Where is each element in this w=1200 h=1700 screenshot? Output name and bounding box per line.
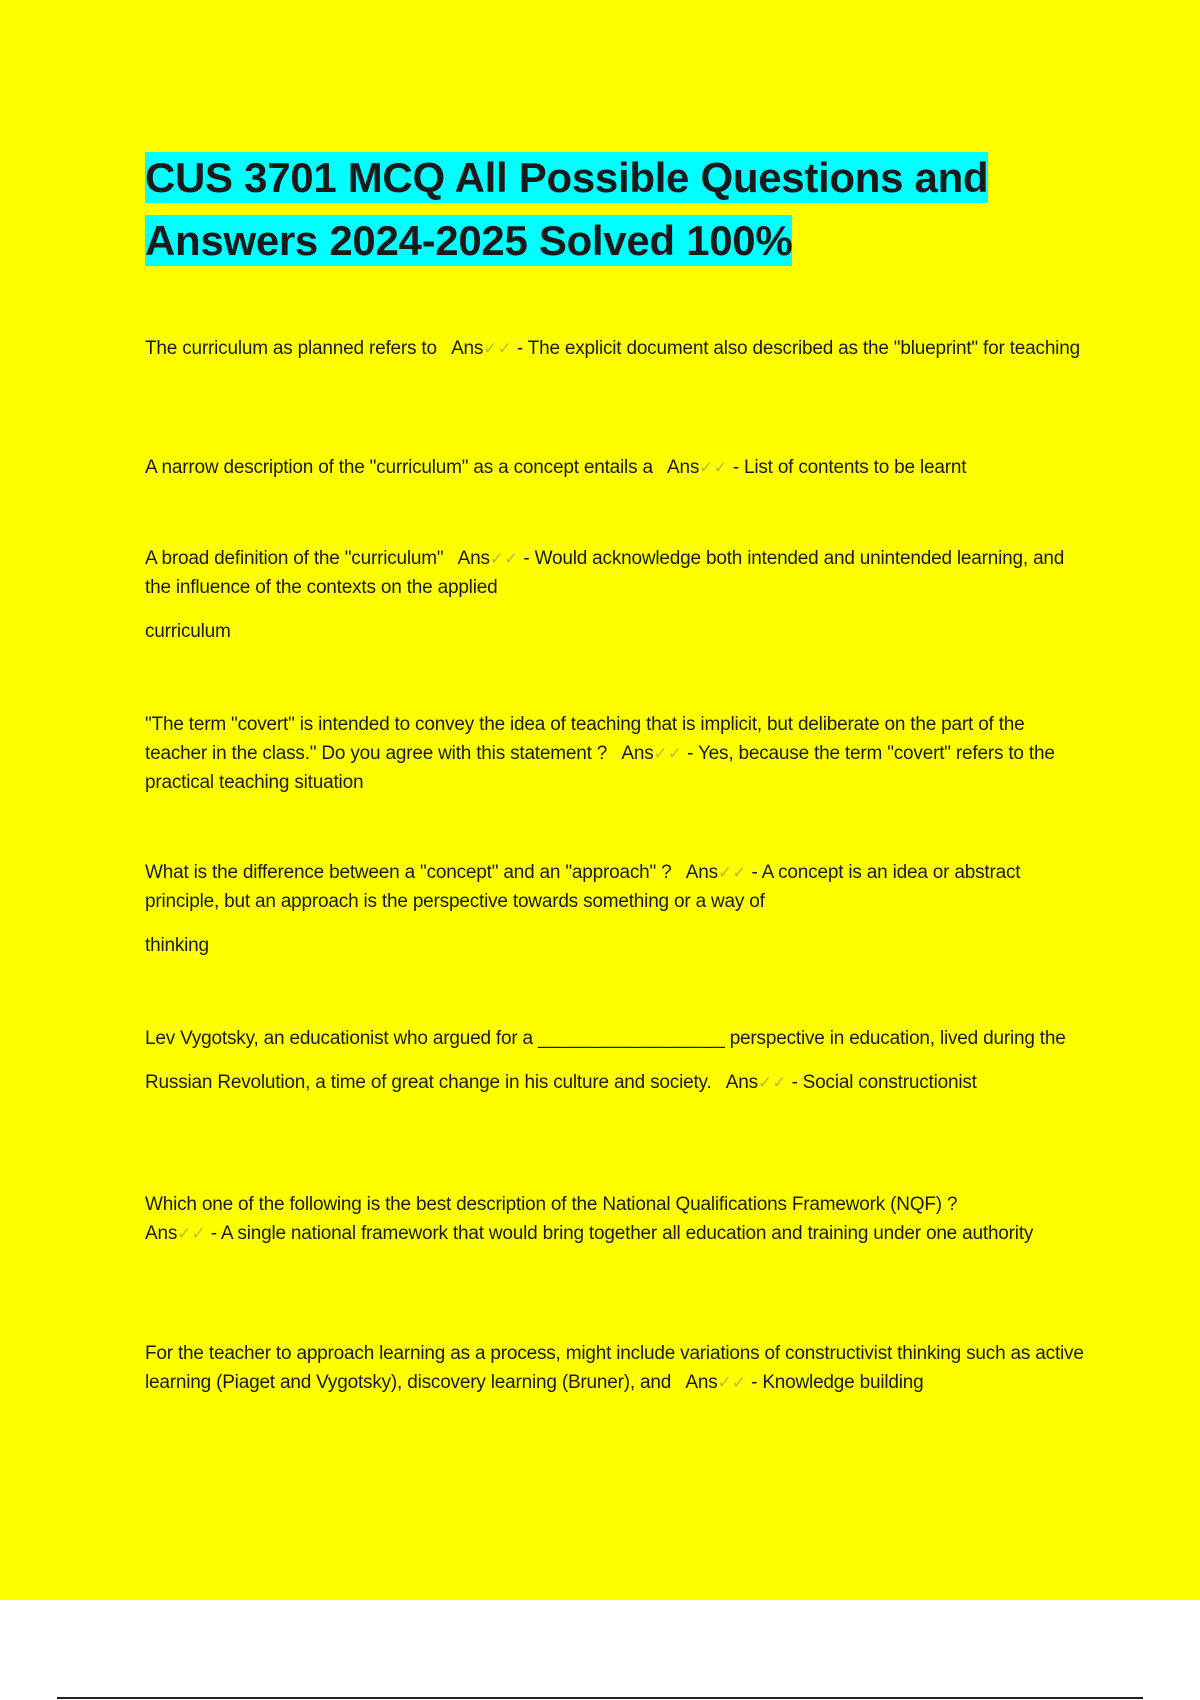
double-check-icon: ✓✓ — [177, 1224, 206, 1243]
title-line-2: Answers 2024-2025 Solved 100% — [145, 217, 793, 264]
double-check-icon: ✓✓ — [483, 339, 512, 358]
double-check-icon: ✓✓ — [717, 863, 747, 882]
double-check-icon: ✓✓ — [489, 549, 519, 568]
question-text: What is the difference between a "concept" and an "approach" ? — [145, 862, 672, 883]
answer-text: - Social constructionist — [791, 1072, 977, 1093]
qa-item — [145, 858, 1085, 960]
answer-text: - A single national framework that would bring together all education and training under one authority — [210, 1223, 1034, 1244]
answer-continuation: curriculum — [145, 621, 231, 642]
question-text: The curriculum as planned refers to — [145, 338, 437, 359]
ans-label: Ans — [725, 1072, 758, 1093]
answer-text: - The explicit document also described as the "blueprint" for teaching — [516, 338, 1080, 359]
qa-item — [145, 1190, 1085, 1248]
qa-item — [145, 710, 1085, 797]
answer-text: - A concept is an idea or abstract principle, but an approach is the perspective towards something or a way of — [145, 862, 1021, 912]
answer-text: - Would acknowledge both intended and unintended learning, and the influence of the contexts on the applied — [145, 548, 1065, 598]
qa-item — [145, 1339, 1085, 1397]
double-check-icon: ✓✓ — [699, 458, 728, 477]
ans-label: Ans — [621, 743, 654, 764]
answer-text: - List of contents to be learnt — [732, 457, 967, 478]
qa-item — [145, 544, 1085, 646]
page-divider — [57, 1697, 1143, 1699]
question-continuation — [145, 1068, 1085, 1097]
question-text: For the teacher to approach learning as a process, might include variations of constructivist thinking such as active learning (Piaget and Vygotsky), discovery learning (Bruner), and — [145, 1343, 1084, 1393]
document-title — [145, 146, 1045, 272]
question-text: A broad definition of the "curriculum" — [145, 548, 444, 569]
double-check-icon: ✓✓ — [757, 1073, 787, 1092]
double-check-icon: ✓✓ — [653, 744, 682, 763]
answer-continuation: thinking — [145, 935, 209, 956]
answer-text: - Knowledge building — [751, 1372, 924, 1393]
title-line-1: CUS 3701 MCQ All Possible Questions and — [145, 154, 989, 201]
question-text: Which one of the following is the best description of the National Qualifications Framework (NQF) ? — [145, 1194, 958, 1215]
question-text: Lev Vygotsky, an educationist who argued for a __________________ perspective in education, lived during the — [145, 1028, 1066, 1049]
ans-label: Ans — [145, 1223, 178, 1244]
ans-label: Ans — [667, 457, 700, 478]
question-text: A narrow description of the "curriculum" as a concept entails a — [145, 457, 653, 478]
ans-label: Ans — [685, 862, 718, 883]
ans-label: Ans — [451, 338, 484, 359]
qa-item — [145, 1024, 1085, 1097]
answer-text: - Yes, because the term "covert" refers to the practical teaching situation — [145, 743, 1055, 793]
ans-label: Ans — [457, 548, 490, 569]
qa-item — [145, 453, 1085, 482]
ans-label: Ans — [685, 1372, 718, 1393]
question-text: "The term "covert" is intended to convey the idea of teaching that is implicit, but deliberate on the part of the teacher in the class." Do you agree with this statement ? — [145, 714, 1025, 764]
double-check-icon: ✓✓ — [717, 1373, 747, 1392]
question-continuation-text: Russian Revolution, a time of great change in his culture and society. — [145, 1072, 712, 1093]
qa-item — [145, 334, 1085, 363]
